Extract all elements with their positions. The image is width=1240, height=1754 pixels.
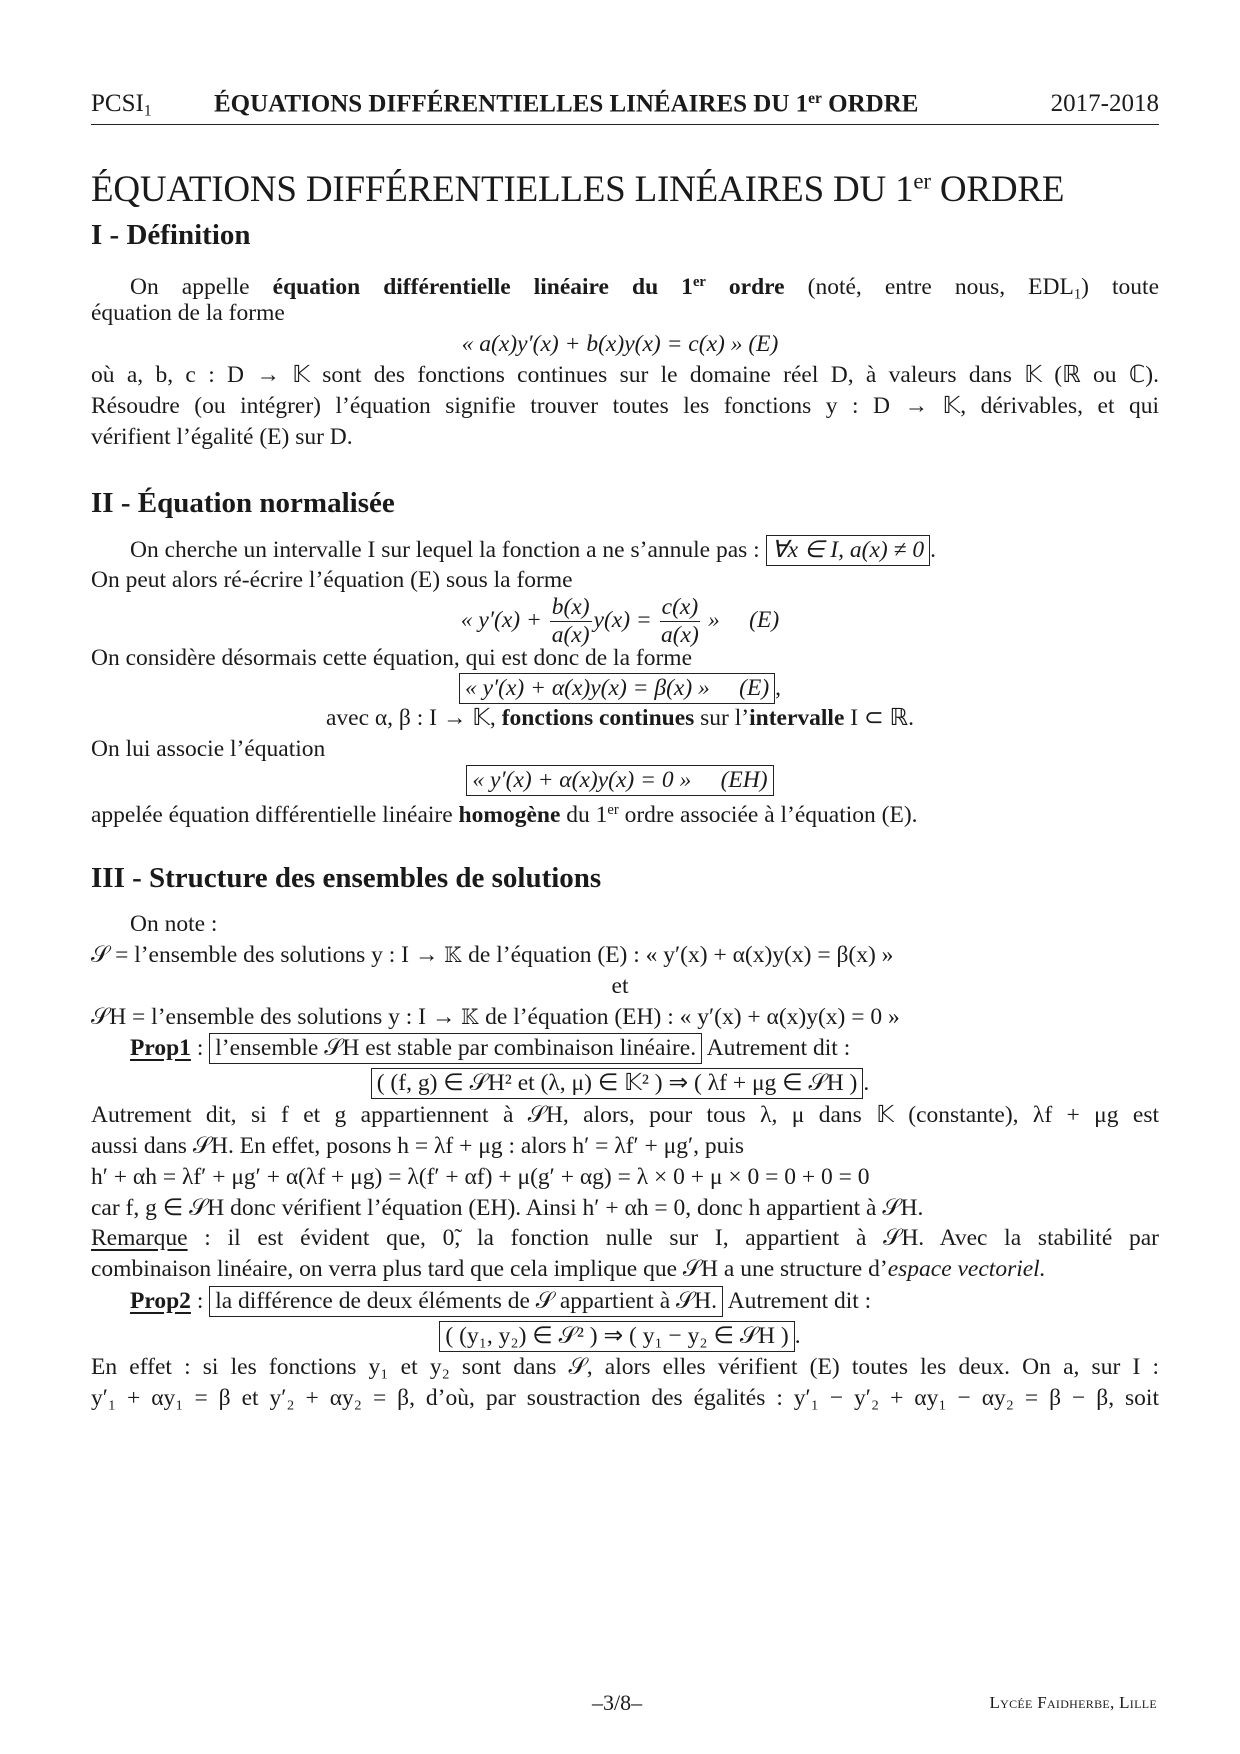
normalized-paragraph-line-1: On cherche un intervalle I sur lequel la fonction a ne s’annule pas : ∀x ∈ I, a(x) ≠ 0 .: [130, 535, 936, 566]
fraction-b-over-a: $\frac{b(x)}{a(x)}$: [551, 594, 590, 649]
equation-general-form: « a(x)y′(x) + b(x)y(x) = c(x) » (E): [461, 331, 779, 357]
structure-line-et: et: [611, 973, 629, 999]
equation-divided-form: « y′(x) + $\frac{b(x)}{a(x)}$ y(x) = $\frac{c(x)}{a(x)}$ » (E): [460, 594, 780, 649]
structure-line-10: En effet : si les fonctions y₁ et y₂ sont dans 𝒮, alors elles vérifient (E) toutes les deux. On a, sur I :: [91, 1354, 1159, 1380]
prop2-statement-box: la différence de deux éléments de 𝒮 appartient à 𝒮H.: [209, 1286, 723, 1317]
normalized-paragraph-line-6: appelée équation différentielle linéaire homogène du 1er ordre associée à l’équation (E).: [91, 802, 918, 828]
structure-line-S-definition: 𝒮 = l’ensemble des solutions y : I → 𝕂 de l’équation (E) : « y′(x) + α(x)y(x) = β(x) »: [91, 942, 894, 968]
prop1-label: Prop1: [130, 1035, 191, 1061]
remark-line-1: Remarque : il est évident que, 0̃, la fonction nulle sur I, appartient à 𝒮H. Avec la stabilité par: [91, 1225, 1159, 1251]
prop1-statement-box: l’ensemble 𝒮H est stable par combinaison linéaire.: [209, 1033, 702, 1064]
definition-paragraph-line-4: Résoudre (ou intégrer) l’équation signifie trouver toutes les fonctions y : D → 𝕂, dérivables, et qui: [91, 393, 1159, 419]
equation-normalized-boxed: « y′(x) + α(x)y(x) = β(x) » (E) ,: [0, 673, 1240, 704]
footer-school: Lycée Faidherbe, Lille: [989, 1693, 1157, 1712]
structure-line-SH-definition: 𝒮H = l’ensemble des solutions y : I → 𝕂 de l’équation (EH) : « y′(x) + α(x)y(x) = 0 »: [91, 1004, 900, 1030]
prop2-equation: ( (y₁, y₂) ∈ 𝒮² ) ⇒ ( y₁ − y₂ ∈ 𝒮H ) .: [0, 1321, 1240, 1352]
section-heading-normalized-equation: II - Équation normalisée: [91, 487, 395, 519]
header-title: ÉQUATIONS DIFFÉRENTIELLES LINÉAIRES DU 1er ORDRE: [214, 90, 919, 118]
structure-line-8: car f, g ∈ 𝒮H donc vérifient l’équation (EH). Ainsi h′ + αh = 0, donc h appartient à 𝒮H.: [91, 1195, 924, 1221]
page-number: –3/8–: [592, 1690, 643, 1715]
header-class: $PCSI_1$: [91, 90, 152, 120]
structure-line-11: y′₁ + αy₁ = β et y′₂ + αy₂ = β, d’où, par soustraction des égalités : y′₁ − y′₂ + αy₁ − αy₂ = β − β, soit: [91, 1385, 1159, 1411]
structure-line-6: aussi dans 𝒮H. En effet, posons h = λf + μg : alors h′ = λf′ + μg′, puis: [91, 1133, 745, 1159]
document-title: ÉQUATIONS DIFFÉRENTIELLES LINÉAIRES DU 1er ORDRE: [91, 168, 1065, 210]
header-year: 2017-2018: [1050, 90, 1159, 117]
boxed-condition: ∀x ∈ I, a(x) ≠ 0: [766, 535, 931, 566]
definition-paragraph-line-1: On appelle équation différentielle linéaire du 1er ordre (noté, entre nous, $EDL_1$) toute: [130, 274, 1159, 303]
normalized-paragraph-line-2: On peut alors ré-écrire l’équation (E) sous la forme: [91, 567, 573, 593]
structure-line-on-note: On note :: [130, 911, 218, 937]
normalized-paragraph-line-3: On considère désormais cette équation, qui est donc de la forme: [91, 645, 693, 671]
definition-paragraph-line-2: équation de la forme: [91, 300, 285, 326]
structure-line-7: h′ + αh = λf′ + μg′ + α(λf + μg) = λ(f′ + αf) + μ(g′ + αg) = λ × 0 + μ × 0 = 0 + 0 = 0: [91, 1164, 870, 1190]
proposition-2: Prop2 : la différence de deux éléments de 𝒮 appartient à 𝒮H. Autrement dit :: [130, 1286, 871, 1317]
remark-line-2: combinaison linéaire, on verra plus tard que cela implique que 𝒮H a une structure d’espace vectoriel.: [91, 1256, 1046, 1282]
fraction-c-over-a: $\frac{c(x)}{a(x)}$: [660, 594, 699, 649]
prop2-label: Prop2: [130, 1288, 191, 1314]
proposition-1: Prop1 : l’ensemble 𝒮H est stable par combinaison linéaire. Autrement dit :: [130, 1033, 850, 1064]
definition-paragraph-line-3: où a, b, c : D → 𝕂 sont des fonctions continues sur le domaine réel D, à valeurs dans 𝕂 (ℝ ou ℂ).: [91, 362, 1159, 388]
equation-homogeneous-boxed: « y′(x) + α(x)y(x) = 0 » (EH): [0, 765, 1240, 796]
structure-line-5: Autrement dit, si f et g appartiennent à 𝒮H, alors, pour tous λ, μ dans 𝕂 (constante), λf + μg est: [91, 1102, 1159, 1128]
definition-paragraph-line-5: vérifient l’égalité (E) sur D.: [91, 424, 353, 450]
section-heading-definition: I - Définition: [91, 219, 251, 251]
normalized-paragraph-line-5: On lui associe l’équation: [91, 736, 326, 762]
section-heading-solution-structure: III - Structure des ensembles de solutions: [91, 862, 602, 894]
normalized-paragraph-line-4: avec α, β : I → 𝕂, fonctions continues sur l’intervalle I ⊂ ℝ.: [325, 705, 915, 731]
remark-label: Remarque: [91, 1225, 188, 1251]
running-header: [91, 88, 1159, 125]
prop1-equation: ( (f, g) ∈ 𝒮H² et (λ, μ) ∈ 𝕂² ) ⇒ ( λf + μg ∈ 𝒮H ) .: [0, 1068, 1240, 1099]
